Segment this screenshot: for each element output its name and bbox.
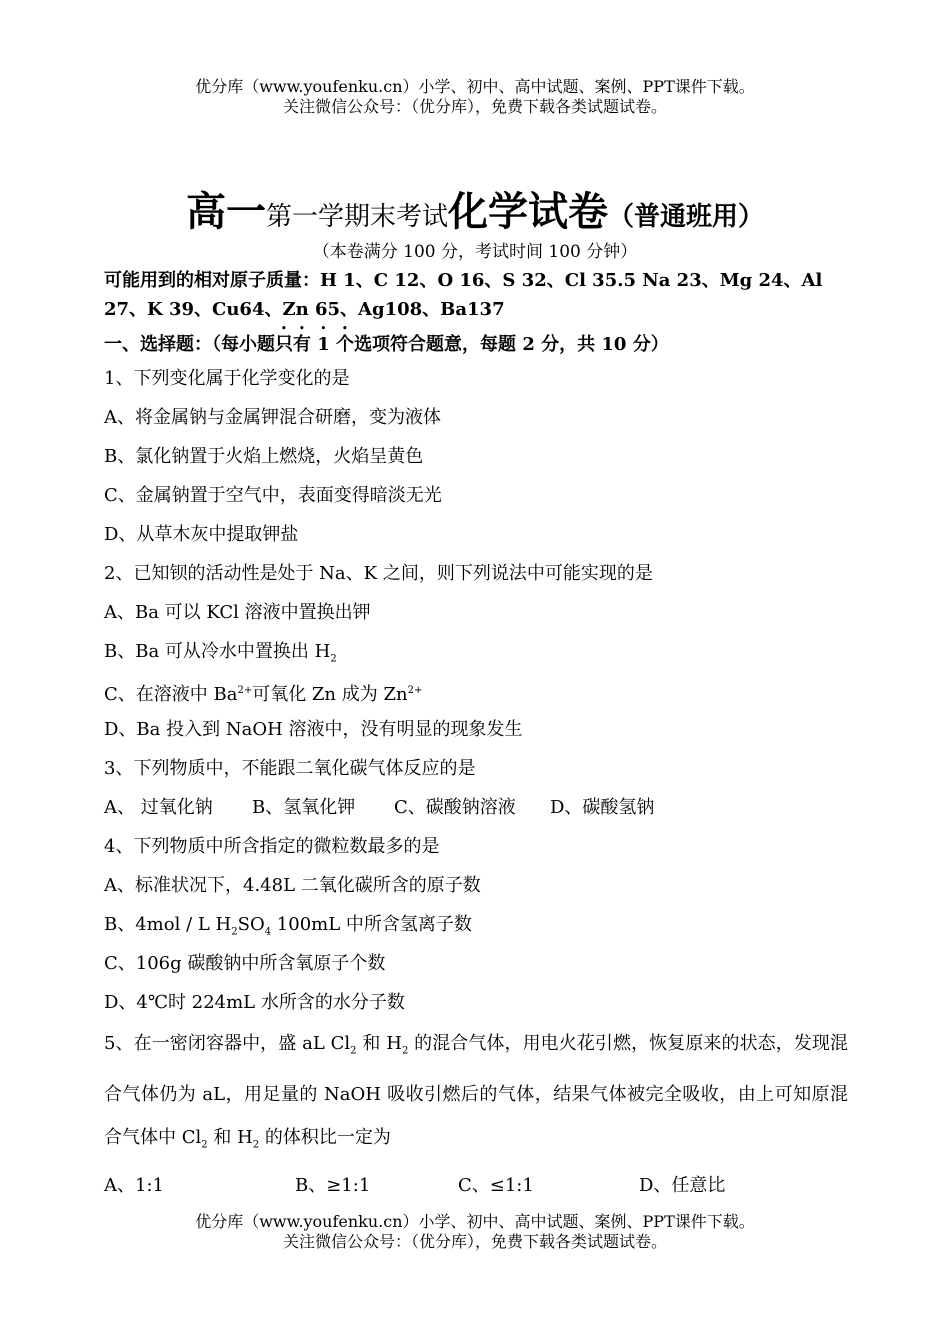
- q5-option-c: C、≤1:1: [458, 1175, 534, 1197]
- q3-option-c: C、碳酸钠溶液: [394, 797, 516, 818]
- exam-body: [104, 266, 848, 1205]
- question-1: [104, 359, 848, 554]
- q4-option-a: A、标准状况下，4.48L 二氧化碳所含的原子数: [104, 875, 481, 896]
- q4-option-b: [104, 905, 848, 944]
- section-heading-emphasis: 只有 1 个: [275, 334, 355, 355]
- q3-option-d: D、碳酸氢钠: [550, 797, 655, 818]
- q3-option-a: A、 过氧化钠: [104, 797, 213, 818]
- section-heading: [104, 324, 848, 359]
- footer-line-1: 优分库（www.youfenku.cn）小学、初中、高中试题、案例、PPT课件下载。: [195, 1212, 755, 1231]
- q4-option-c: C、106g 碳酸钠中所含氧原子个数: [104, 953, 386, 974]
- q5-stem-text-1: 5、在一密闭容器中，盛 aL Cl: [104, 1033, 351, 1054]
- q4-option-b-sub-1: 2: [231, 926, 238, 938]
- q1-stem: 1、下列变化属于化学变化的是: [104, 368, 350, 389]
- q5-option-b: B、≥1:1: [295, 1175, 371, 1197]
- title-term: 第一学期末考试: [265, 202, 448, 232]
- q5-stem-sub-3: 2: [201, 1139, 208, 1151]
- q2-option-c-text-1: C、在溶液中 Ba: [104, 684, 238, 705]
- q5-options: [104, 1166, 848, 1205]
- header-line-2: 关注微信公众号：（优分库），免费下载各类试题试卷。: [282, 97, 667, 116]
- question-4: [104, 827, 848, 1022]
- q2-option-c: [104, 671, 848, 710]
- q5-option-a: A、1:1: [104, 1175, 164, 1197]
- question-5: [104, 1022, 848, 1205]
- page-footer: [0, 1212, 950, 1252]
- q5-option-d: D、任意比: [639, 1175, 726, 1197]
- page-header: [0, 77, 950, 117]
- q2-option-b-text: B、Ba 可从冷水中置换出 H: [104, 641, 331, 662]
- q5-stem-sub-4: 2: [252, 1139, 260, 1151]
- title-class: （普通班用）: [608, 202, 765, 232]
- q2-option-b-sub: 2: [330, 653, 337, 665]
- atomic-masses: 可能用到的相对原子质量：H 1、C 12、O 16、S 32、Cl 35.5 Na 23、Mg 24、Al 27、K 39、Cu64、Zn 65、Ag108、Ba137: [104, 270, 823, 320]
- q5-stem: [104, 1022, 848, 1166]
- section-heading-post: 选项符合题意，每题 2 分，共 10 分）: [354, 334, 669, 355]
- footer-line-2: 关注微信公众号：（优分库），免费下载各类试题试卷。: [282, 1232, 667, 1251]
- question-3: [104, 749, 848, 827]
- q4-option-b-sub-2: 4: [264, 926, 272, 938]
- section-heading-pre: 一、选择题：（每小题: [104, 334, 275, 355]
- q4-option-d: D、4℃时 224mL 水所含的水分子数: [104, 992, 405, 1013]
- header-line-1: 优分库（www.youfenku.cn）小学、初中、高中试题、案例、PPT课件下载。: [195, 77, 755, 96]
- exam-subtitle: （本卷满分 100 分，考试时间 100 分钟）: [312, 242, 638, 262]
- q2-option-c-sup-1: 2+: [237, 685, 253, 696]
- q3-option-b: B、氢氧化钾: [252, 797, 356, 818]
- q5-stem-text-4: 和 H: [207, 1126, 253, 1148]
- q1-option-b: B、氯化钠置于火焰上燃烧，火焰呈黄色: [104, 446, 424, 467]
- q1-option-d: D、从草木灰中提取钾盐: [104, 524, 299, 545]
- q5-stem-text-3: 的混合气体，用电火花引燃，恢复原来的状态，发现混合气体仍为 aL，用足量的 NaOH 吸收引燃后的气体，结果气体被完全吸收，由上可知原混合气体中 Cl: [104, 1033, 848, 1148]
- exam-title: [0, 186, 950, 246]
- q2-option-a: A、Ba 可以 KCl 溶液中置换出钾: [104, 602, 371, 623]
- q1-option-a: A、将金属钠与金属钾混合研磨，变为液体: [104, 407, 441, 428]
- q3-options: [104, 788, 848, 827]
- q2-option-c-text-2: 可氧化 Zn 成为 Zn: [252, 684, 408, 705]
- q3-stem: 3、下列物质中，不能跟二氧化碳气体反应的是: [104, 758, 476, 779]
- title-subject: 化学试卷: [448, 188, 608, 235]
- q5-stem-text-2: 和 H: [356, 1033, 402, 1054]
- q1-option-c: C、金属钠置于空气中，表面变得暗淡无光: [104, 485, 442, 506]
- q4-option-b-text-1: B、4mol / L H: [104, 914, 232, 935]
- q2-stem: 2、已知钡的活动性是处于 Na、K 之间，则下列说法中可能实现的是: [104, 563, 653, 584]
- q5-stem-sub-2: 2: [401, 1045, 409, 1057]
- question-2: [104, 554, 848, 749]
- q2-option-d: D、Ba 投入到 NaOH 溶液中，没有明显的现象发生: [104, 719, 523, 740]
- q5-stem-text-5: 的体积比一定为: [259, 1126, 391, 1148]
- q4-option-b-text-3: 100mL 中所含氢离子数: [271, 914, 472, 935]
- title-grade: 高一: [185, 188, 266, 235]
- q5-stem-sub-1: 2: [350, 1045, 357, 1057]
- q4-stem: 4、下列物质中所含指定的微粒数最多的是: [104, 836, 440, 857]
- q2-option-b: [104, 632, 848, 671]
- q4-option-b-text-2: SO: [237, 914, 265, 935]
- q2-option-c-sup-2: 2+: [407, 685, 423, 696]
